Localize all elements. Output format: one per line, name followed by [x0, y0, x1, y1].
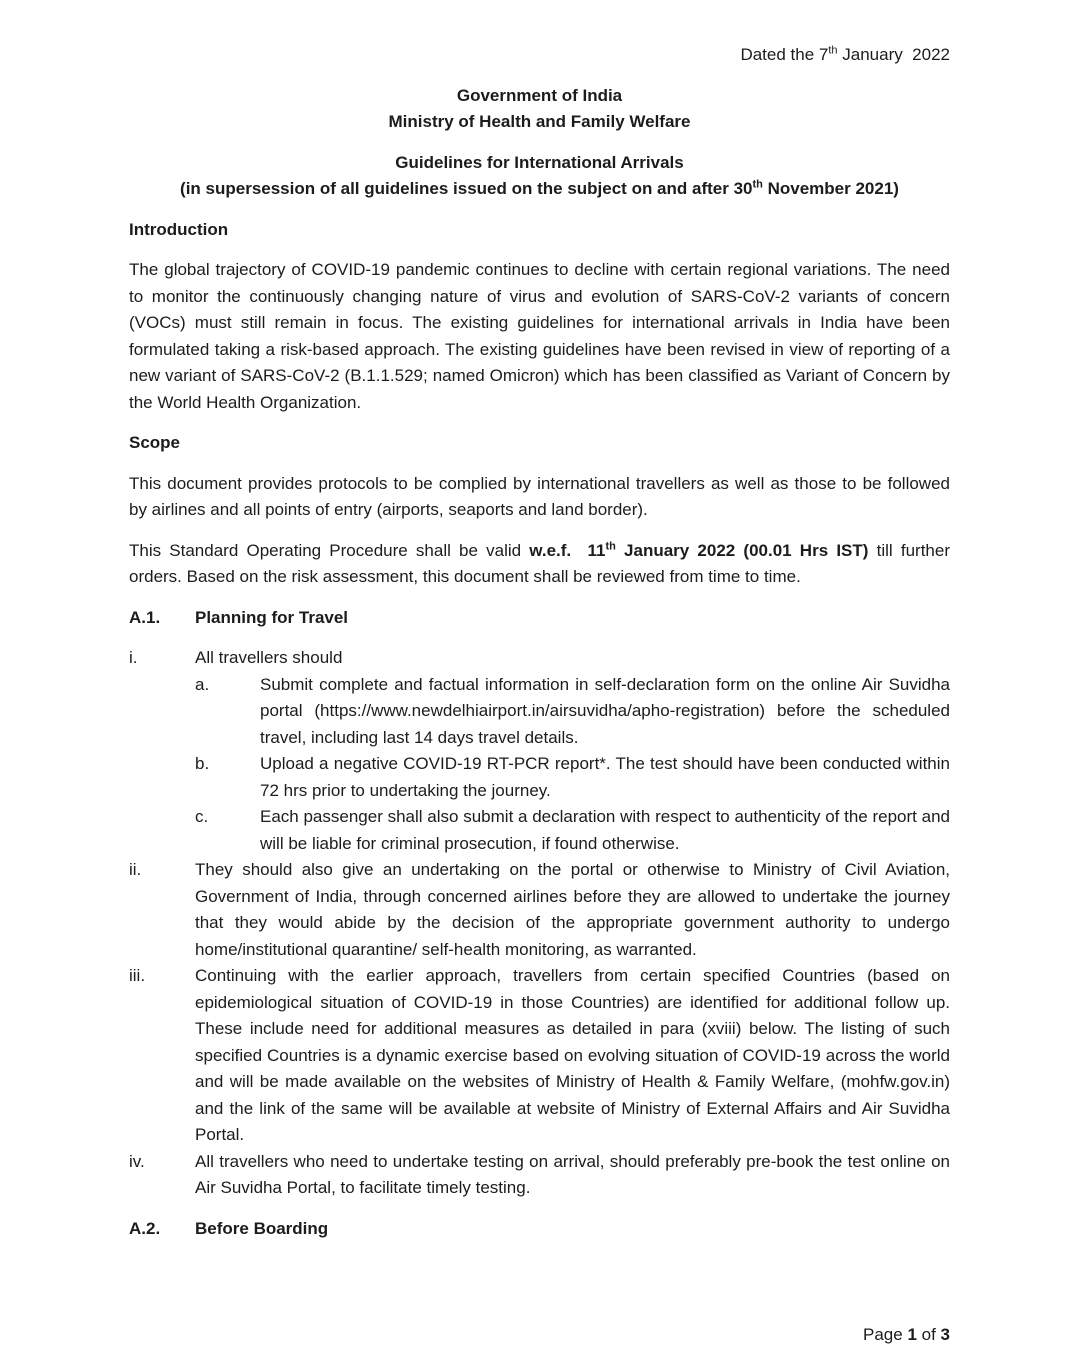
- list-item-ii-label: ii.: [129, 860, 142, 879]
- section-heading-a2: [129, 1216, 950, 1243]
- page-current-number: 1: [907, 1324, 917, 1344]
- list-item-i-a-text: Submit complete and factual information in self-declaration form on the online Air Suvidha portal (https://www.newdelhiairport.in/airsuvidha/apho-registration) before the scheduled travel, including last 14 days travel details.: [260, 674, 950, 747]
- validity-text: This Standard Operating Procedure shall be valid: [129, 540, 530, 560]
- introduction-paragraph: The global trajectory of COVID-19 pandemic continues to decline with certain regional variations. The need to monitor the continuously changing nature of virus and evolution of SARS-CoV-2 variants of concern (VOCs) must still remain in focus. The existing guidelines for international arrivals in India have been formulated taking a risk-based approach. The existing guidelines have been revised in view of reporting of a new variant of SARS-CoV-2 (B.1.1.529; named Omicron) which has been classified as Variant of Concern by the World Health Organization.: [129, 260, 950, 412]
- a1-list: [129, 645, 950, 1202]
- list-item-iii-label: iii.: [129, 966, 146, 985]
- validity-bold-segment: [529, 541, 868, 560]
- list-item-ii: [129, 857, 950, 963]
- date-text: Dated the 7: [740, 45, 829, 64]
- list-item-i-b-text: Upload a negative COVID-19 RT-PCR report*. The test should have been conducted within 72 hrs prior to undertaking the journey.: [260, 754, 950, 800]
- page-word: Page: [863, 1324, 908, 1344]
- list-item-i-c-text: Each passenger shall also submit a declaration with respect to authenticity of the report and will be liable for criminal prosecution, if found otherwise.: [260, 807, 950, 853]
- list-item-iii: [129, 963, 950, 1149]
- list-item-i-label: i.: [129, 648, 138, 667]
- list-item-i: [129, 645, 950, 672]
- section-a2-number: A.2.: [129, 1218, 161, 1238]
- section-a2-title: Before Boarding: [195, 1218, 329, 1238]
- date-line: [129, 42, 950, 69]
- list-item-i-a-label: a.: [195, 674, 210, 694]
- gov-header-block: [129, 83, 950, 136]
- list-item-i-c: [129, 804, 950, 857]
- doc-subtitle: [129, 176, 950, 203]
- list-item-i-b-label: b.: [195, 754, 210, 773]
- ministry-line: Ministry of Health and Family Welfare: [388, 112, 691, 131]
- doc-title-block: [129, 150, 950, 203]
- date-text-rest: January 2022: [837, 45, 950, 64]
- list-item-iv-label: iv.: [129, 1151, 145, 1171]
- page-total-number: 3: [940, 1324, 950, 1344]
- subtitle-text-rest: November 2021): [762, 179, 899, 198]
- section-heading-scope: Scope: [129, 433, 181, 452]
- section-heading-introduction: Introduction: [129, 219, 229, 239]
- scope-paragraph-1: This document provides protocols to be complied by international travellers as well as those to be followed by airlines and all points of entry (airports, seaports and land border).: [129, 473, 950, 519]
- scope-paragraph-2: [129, 538, 950, 591]
- page-number-footer: [863, 1322, 950, 1349]
- date-ordinal-superscript: th: [828, 44, 838, 57]
- subtitle-text: (in supersession of all guidelines issued on the subject on and after 30: [180, 179, 753, 198]
- validity-text-rest: till further orders. Based on the risk assessment, this document shall be reviewed from time to time.: [129, 540, 950, 586]
- validity-bold-text: w.e.f. 11: [529, 540, 606, 560]
- list-item-i-a: [129, 672, 950, 752]
- list-item-i-text: All travellers should: [195, 648, 343, 667]
- section-a1-number: A.1.: [129, 607, 161, 627]
- list-item-iii-text: Continuing with the earlier approach, travellers from certain specified Countries (based on epidemiological situation of COVID-19 in those Countries) are identified for additional follow up. These include need for additional measures as detailed in para (xviii) below. The listing of such specified Countries is a dynamic exercise based on evolving situation of COVID-19 across the world and will be made available on the websites of Ministry of Health & Family Welfare, (mohfw.gov.in) and the link of the same will be available at website of Ministry of External Affairs and Air Suvidha Portal.: [195, 966, 950, 1144]
- list-item-i-b: [129, 751, 950, 804]
- validity-ordinal-superscript: th: [605, 539, 616, 552]
- list-item-iv: [129, 1149, 950, 1202]
- list-item-ii-text: They should also give an undertaking on the portal or otherwise to Ministry of Civil Aviation, Government of India, through concerned airlines before they are allowed to undertake the journey that they would abide by the decision of the appropriate government authority to undergo home/institutional quarantine/ self-health monitoring, as warranted.: [195, 860, 950, 959]
- section-heading-a1: [129, 605, 950, 632]
- list-item-i-c-label: c.: [195, 807, 209, 826]
- government-of-india-line: Government of India: [456, 85, 623, 105]
- list-item-iv-text: All travellers who need to undertake testing on arrival, should preferably pre-book the test online on Air Suvidha Portal, to facilitate timely testing.: [195, 1151, 950, 1197]
- page-of-word: of: [916, 1324, 941, 1344]
- subtitle-ordinal-superscript: th: [752, 178, 763, 191]
- section-a1-title: Planning for Travel: [195, 607, 349, 627]
- doc-title: Guidelines for International Arrivals: [395, 152, 684, 172]
- validity-bold-text-rest: January 2022 (00.01 Hrs IST): [615, 540, 869, 560]
